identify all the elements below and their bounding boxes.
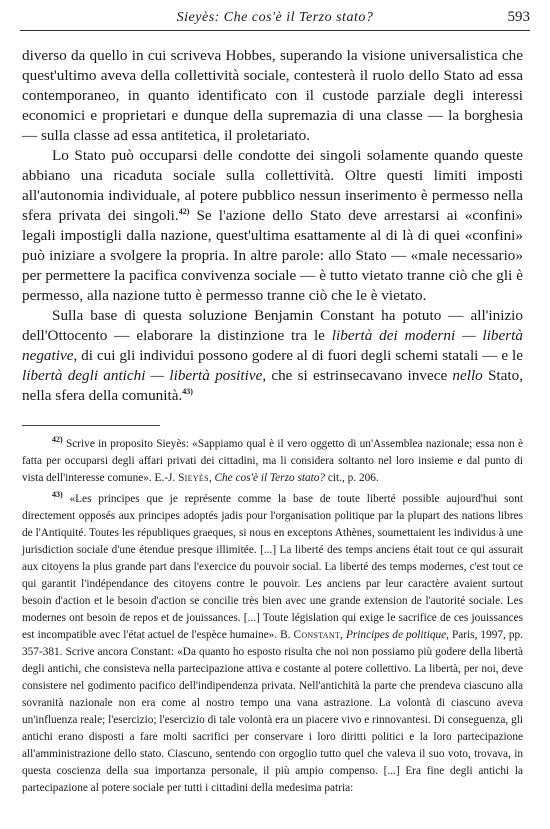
footnote-separator xyxy=(22,425,160,426)
paragraph-3-text-a: Sulla base di questa soluzione Benjamin Constant ha potuto — all'inizio dell'Ottocento — elaborare la distinzione tra le xyxy=(22,307,523,344)
footnote-42-sep: , xyxy=(208,472,215,484)
footnote-42-number: 42) xyxy=(52,435,63,445)
paragraph-2 xyxy=(22,146,523,306)
footnote-42-text-b: cit., p. 206. xyxy=(325,472,379,484)
paragraph-3-text-b: , di cui gli individui possono godere al di fuori degli schemi statali — e le xyxy=(73,347,523,364)
footnote-ref-43: 43) xyxy=(182,386,193,396)
paragraph-2-text-a: Lo Stato può occuparsi delle condotte dei singoli solamente quando queste abbiano una ricaduta sociale sulla collettività. Oltre questi limiti imposti all'autonomia individuale, al potere pubblico nessun inserimento è permesso nella sfera privata dei singoli. xyxy=(22,147,523,224)
paragraph-3-text-c: , che si estrinsecavano invece xyxy=(262,367,453,384)
footnote-ref-42: 42) xyxy=(178,206,190,216)
footnote-43 xyxy=(22,491,523,797)
footnote-42-author: Sieyès xyxy=(178,472,209,484)
paragraph-3 xyxy=(22,306,523,406)
paragraph-3-italic-3: nello xyxy=(452,367,483,384)
paragraph-2-text-b: Se l'azione dello Stato deve arrestarsi ai «confini» legali impostigli dalla nazione, quest'ultima esattamente al di là di quei «confini» può iniziare a svolgere la propria. In altre parole: allo Stato — «male necessario» per permettere la pacifica convivenza sociale — è tutto vietato tranne ciò che gli è permesso, alla nazione tutto è permesso tranne ciò che le è vietato. xyxy=(22,207,524,304)
footnote-43-author: Constant xyxy=(293,629,341,641)
footnote-43-sep: , xyxy=(340,629,346,641)
footnote-43-text-b: , Paris, 1997, pp. 357-381. Scrive ancora Constant: «Da quanto ho esposto risulta che noi non possiamo più godere della libertà degli antichi, che consisteva nella partecipazione attiva e costante al potere collettivo. La libertà, per noi, deve consistere nel godimento pacifico dell'indipendenza privata. Nell'antichità la parte che prendeva ciascuno alla sovranità nazionale non era come al nostro tempo una vana astrazione. La volontà di ciascuno aveva un'influenza reale; l'esercizio; l'esercizio di tale volontà era un piacere vivo e rinnovantesi. Di conseguenza, gli antichi erano disposti a fare molti sacrifici per conservare i loro diritti politici e la loro partecipazione all'amministrazione dello stato. Ciascuno, sentendo con orgoglio tutto quel che valeva il suo voto, trovava, in questa coscienza della sua importanza personale, il più ampio compenso. [...] Era fine degli antichi la partecipazione al potere sociale per tutti i cittadini della medesima patria: xyxy=(22,629,523,794)
main-text xyxy=(22,46,523,406)
paragraph-3-italic-2: libertà degli antichi — libertà positive xyxy=(22,367,263,384)
footnote-43-title: Principes de politique xyxy=(345,629,447,641)
paragraph-1 xyxy=(22,46,523,146)
paragraph-3-italic-1: libertà dei moderni — libertà negative xyxy=(22,327,523,364)
running-title: Sieyès: Che cos'è il Terzo stato? xyxy=(176,10,374,25)
running-head xyxy=(20,8,530,31)
page-number: 593 xyxy=(507,9,530,25)
footnote-43-text-a: «Les principes que je représente comme la base de toute liberté possible aujourd'hui sont directement opposés aux principes adoptés jadis pour l'organisation politique par la plupart des nations libres de l'Antiquité. Toutes les républiques graeques, si nous en exceptons Athènes, soumettaient les individus à une jurisdiction sociale d'une étendue presque illimitée. [...] La liberté des temps anciens était tout ce qui assurait aux citoyens la plus grande part dans l'exercice du pouvoir social. La liberté des temps modernes, c'est tout ce qui garantit l'indépendance des citoyens contre le pouvoir. Les anciens par leur caractère avaient surtout besoin d'action et le besoin d'action se concilie très bien avec une grande extension de l'autorité sociale. Les modernes ont besoin de repos et de jouissances. [...] Toute législation qui exige le sacrifice de ces jouissances est incompatible avec l'état actuel de l'espèce humaine». B. xyxy=(22,493,523,641)
footnote-42-text-a: Scrive in proposito Sieyès: «Sappiamo qual è il vero oggetto di un'Assemblea nazionale; essa non è fatta per occuparsi degli affari privati dei cittadini, ma li considera soltanto nel loro insieme e dal punto di vista dell'interesse comune». E.-J. xyxy=(22,438,523,484)
footnote-42 xyxy=(22,436,523,487)
footnotes xyxy=(22,436,523,801)
footnote-42-title: Che cos'è il Terzo stato? xyxy=(214,472,326,484)
paragraph-3-text-d: Stato, nella sfera della comunità. xyxy=(22,367,523,404)
footnote-43-number: 43) xyxy=(52,490,63,500)
paragraph-1-text: diverso da quello in cui scriveva Hobbes, superando la visione universalistica che quest'ultimo aveva della collettività sociale, contesterà il ruolo dello Stato ad essa contemporaneo, in quanto identificato con il custode parziale degli interessi economici e proprietari e dunque della supremazia di una classe — la borghesia — sulla classe ad essa antitetica, il proletariato. xyxy=(22,47,523,144)
